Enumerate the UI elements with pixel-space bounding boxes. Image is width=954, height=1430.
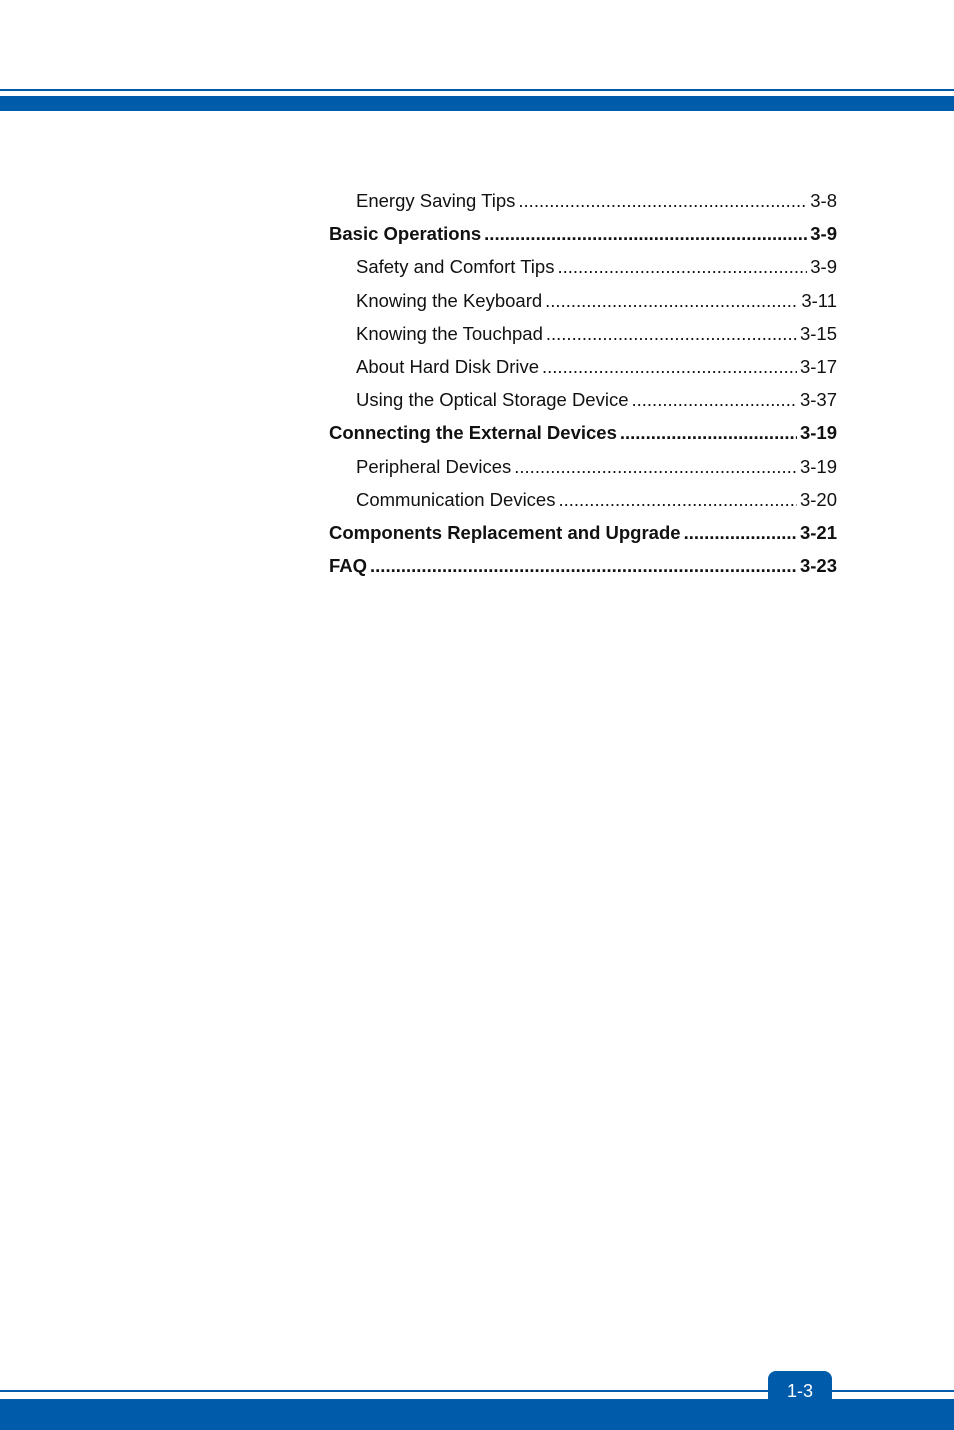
toc-dot-leader [518, 184, 807, 217]
toc-entry[interactable] [329, 184, 837, 217]
header-rule-band [0, 96, 954, 111]
header-rule-thin [0, 89, 954, 91]
toc-entry[interactable] [329, 284, 837, 317]
toc-dot-leader [620, 416, 797, 449]
toc-entry[interactable] [329, 317, 837, 350]
toc-entry[interactable] [329, 217, 837, 250]
toc-dot-leader [546, 317, 797, 350]
toc-entry-page: 3-15 [799, 322, 837, 344]
toc-entry-page: 3-23 [799, 555, 837, 577]
toc-entry-page: 3-9 [810, 223, 837, 245]
toc-entry-title: Peripheral Devices [356, 455, 512, 477]
toc-entry-page: 3-20 [799, 488, 837, 510]
toc-entry-page: 3-17 [799, 355, 837, 377]
toc-dot-leader [545, 284, 798, 317]
toc-entry-title: FAQ [329, 555, 368, 577]
toc-dot-leader [542, 350, 797, 383]
toc-entry[interactable] [329, 450, 837, 483]
toc-dot-leader [632, 383, 797, 416]
toc-entry-title: Basic Operations [329, 223, 482, 245]
toc-entry-title: About Hard Disk Drive [356, 355, 540, 377]
toc-entry-title: Communication Devices [356, 488, 556, 510]
toc-dot-leader [514, 450, 797, 483]
page-number-tab [768, 1371, 832, 1411]
toc-entry-title: Using the Optical Storage Device [356, 389, 629, 411]
toc-entry[interactable] [329, 383, 837, 416]
toc-entry-title: Energy Saving Tips [356, 190, 516, 211]
toc-entry-title: Knowing the Touchpad [356, 322, 543, 344]
toc-entry[interactable] [329, 416, 837, 449]
toc-entry-page: 3-21 [799, 521, 837, 543]
toc-entry[interactable] [329, 350, 837, 383]
toc-entry[interactable] [329, 250, 837, 283]
toc-entry[interactable] [329, 483, 837, 516]
toc-dot-leader [684, 516, 797, 549]
toc-entry-title: Connecting the External Devices [329, 422, 617, 444]
toc-dot-leader [558, 483, 797, 516]
toc-entry-page: 3-19 [799, 422, 837, 444]
toc-entry-page: 3-19 [799, 455, 837, 477]
page-number: 1-3 [786, 1381, 813, 1401]
toc-entry[interactable] [329, 549, 837, 582]
toc-entry-title: Knowing the Keyboard [356, 289, 543, 311]
toc-dot-leader [557, 250, 807, 283]
toc-entry-title: Safety and Comfort Tips [356, 256, 555, 278]
toc-entry-page: 3-11 [801, 289, 837, 311]
toc-entry-page: 3-37 [799, 389, 837, 411]
toc-dot-leader [484, 217, 807, 250]
toc-dot-leader [370, 549, 797, 582]
toc-entry[interactable] [329, 516, 837, 549]
table-of-contents [329, 184, 837, 582]
toc-entry-title: Components Replacement and Upgrade [329, 521, 681, 543]
toc-entry-page: 3-8 [810, 190, 837, 211]
toc-entry-page: 3-9 [810, 256, 837, 278]
